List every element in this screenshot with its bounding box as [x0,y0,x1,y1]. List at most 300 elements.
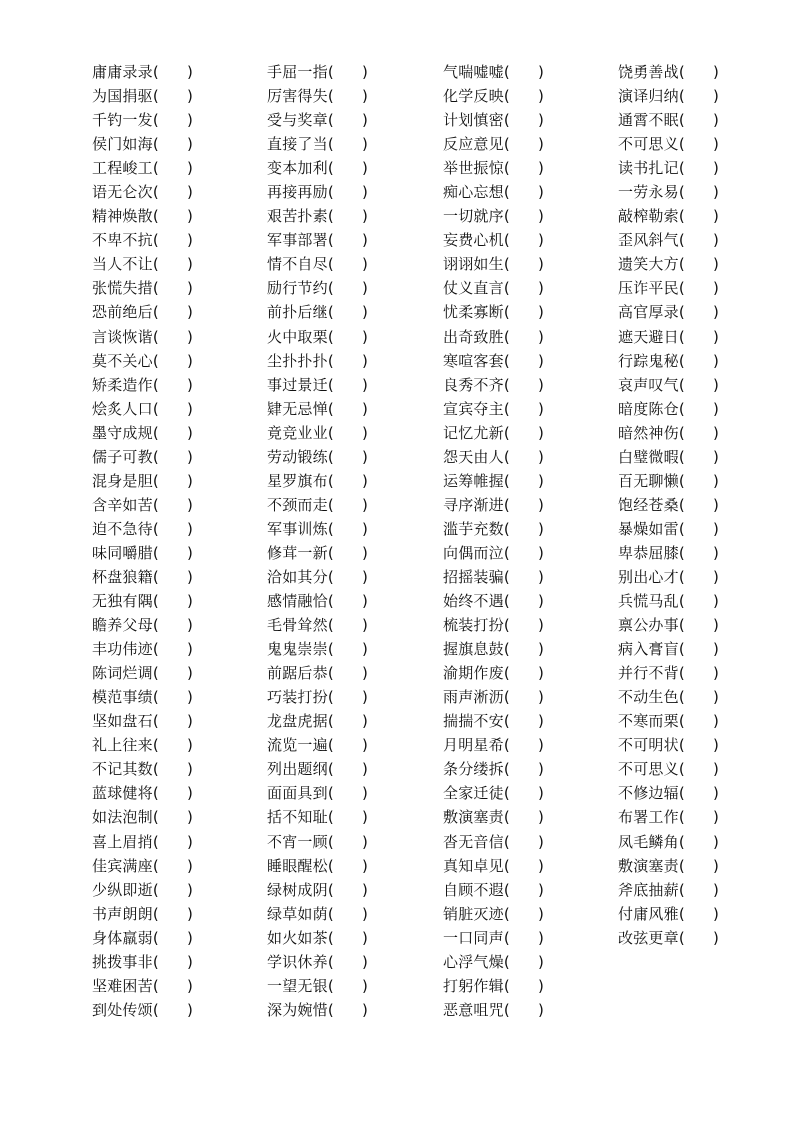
idiom-text: 压诈平民 [618,279,679,298]
idiom-text: 遮天避日 [618,327,679,346]
idiom-row [92,709,252,733]
answer-blank[interactable] [679,397,719,421]
answer-blank[interactable] [328,204,368,228]
answer-blank[interactable] [679,541,719,565]
idiom-row [618,300,778,324]
answer-blank[interactable] [679,565,719,589]
answer-blank[interactable] [328,902,368,926]
idiom-row [618,637,778,661]
answer-blank[interactable] [679,589,719,613]
idiom-text: 真知卓见 [443,856,504,875]
answer-blank[interactable] [153,854,193,878]
idiom-text: 暗然神伤 [618,423,679,442]
answer-blank[interactable] [153,685,193,709]
idiom-text: 白璧微暇 [618,447,679,466]
answer-blank[interactable] [504,252,544,276]
idiom-text: 不颈而走 [267,495,328,514]
answer-blank[interactable] [328,661,368,685]
idiom-text: 书声朗朗 [92,904,153,923]
idiom-row [92,878,252,902]
answer-blank[interactable] [679,228,719,252]
answer-blank[interactable] [153,469,193,493]
answer-blank[interactable] [153,397,193,421]
answer-blank[interactable] [679,757,719,781]
answer-blank[interactable] [328,132,368,156]
answer-blank[interactable] [679,252,719,276]
idiom-row [267,805,427,829]
idiom-row [92,902,252,926]
idiom-row [92,541,252,565]
idiom-row [92,685,252,709]
answer-blank[interactable] [328,685,368,709]
answer-blank[interactable] [504,878,544,902]
idiom-text: 全家迁徒 [443,784,504,803]
idiom-row [92,180,252,204]
answer-blank[interactable] [504,854,544,878]
answer-blank[interactable] [153,709,193,733]
idiom-row [267,902,427,926]
answer-blank[interactable] [504,493,544,517]
answer-blank[interactable] [153,613,193,637]
idiom-row [443,637,603,661]
answer-blank[interactable] [328,974,368,998]
answer-blank[interactable] [504,565,544,589]
answer-blank[interactable] [328,589,368,613]
idiom-row [267,878,427,902]
idiom-text: 招摇装骗 [443,567,504,586]
answer-blank[interactable] [328,613,368,637]
answer-blank[interactable] [328,781,368,805]
idiom-row [92,757,252,781]
idiom-row [267,469,427,493]
idiom-row [443,252,603,276]
answer-blank[interactable] [504,276,544,300]
idiom-row [92,950,252,974]
idiom-text: 自顾不遐 [443,880,504,899]
answer-blank[interactable] [153,637,193,661]
idiom-row [618,325,778,349]
answer-blank[interactable] [153,589,193,613]
idiom-text: 一切就序 [443,207,504,226]
idiom-text: 杯盘狼籍 [92,567,153,586]
answer-blank[interactable] [679,854,719,878]
answer-blank[interactable] [328,733,368,757]
idiom-row [267,517,427,541]
answer-blank[interactable] [504,469,544,493]
idiom-row [92,276,252,300]
answer-blank[interactable] [328,60,368,84]
answer-blank[interactable] [679,349,719,373]
idiom-row [267,613,427,637]
answer-blank[interactable] [153,781,193,805]
answer-blank[interactable] [328,926,368,950]
answer-blank[interactable] [328,180,368,204]
answer-blank[interactable] [504,373,544,397]
idiom-text: 饶勇善战 [618,63,679,81]
idiom-row [92,108,252,132]
idiom-text: 事过景迁 [267,375,328,394]
idiom-text: 工程峻工 [92,159,153,178]
answer-blank[interactable] [153,878,193,902]
answer-blank[interactable] [504,300,544,324]
answer-blank[interactable] [328,637,368,661]
answer-blank[interactable] [679,108,719,132]
answer-blank[interactable] [679,805,719,829]
answer-blank[interactable] [153,445,193,469]
idiom-text: 挑拨事非 [92,952,153,971]
answer-blank[interactable] [504,325,544,349]
answer-blank[interactable] [328,397,368,421]
answer-blank[interactable] [328,445,368,469]
answer-blank[interactable] [153,349,193,373]
answer-blank[interactable] [153,805,193,829]
answer-blank[interactable] [679,926,719,950]
answer-blank[interactable] [328,854,368,878]
idiom-row [443,325,603,349]
answer-blank[interactable] [504,998,544,1022]
idiom-row [92,926,252,950]
answer-blank[interactable] [679,84,719,108]
answer-blank[interactable] [679,421,719,445]
answer-blank[interactable] [153,517,193,541]
idiom-text: 痴心忘想 [443,183,504,202]
answer-blank[interactable] [504,84,544,108]
idiom-text: 雨声淅沥 [443,688,504,707]
idiom-row [443,565,603,589]
answer-blank[interactable] [679,517,719,541]
idiom-row [267,132,427,156]
answer-blank[interactable] [328,108,368,132]
idiom-text: 卑恭屈膝 [618,543,679,562]
idiom-text: 前踞后恭 [267,664,328,683]
answer-blank[interactable] [504,613,544,637]
idiom-text: 军事训炼 [267,519,328,538]
answer-blank[interactable] [328,300,368,324]
answer-blank[interactable] [153,132,193,156]
idiom-row [267,373,427,397]
idiom-row [443,180,603,204]
idiom-row [92,805,252,829]
idiom-row [443,926,603,950]
answer-blank[interactable] [504,589,544,613]
answer-blank[interactable] [679,637,719,661]
answer-blank[interactable] [504,781,544,805]
answer-blank[interactable] [328,541,368,565]
answer-blank[interactable] [504,517,544,541]
answer-blank[interactable] [679,493,719,517]
answer-blank[interactable] [679,60,719,84]
answer-blank[interactable] [153,902,193,926]
idiom-row [267,998,427,1022]
idiom-text: 凤毛鳞角 [618,832,679,851]
idiom-text: 仗义直言 [443,279,504,298]
answer-blank[interactable] [504,733,544,757]
answer-blank[interactable] [153,830,193,854]
idiom-row [443,998,603,1022]
answer-blank[interactable] [153,421,193,445]
idiom-row [443,469,603,493]
answer-blank[interactable] [679,830,719,854]
idiom-text: 庸庸录录 [92,63,153,81]
idiom-row [443,781,603,805]
answer-blank[interactable] [153,541,193,565]
answer-blank[interactable] [328,517,368,541]
idiom-text: 怨天由人 [443,447,504,466]
idiom-text: 不卑不抗 [92,231,153,250]
idiom-text: 禀公办事 [618,616,679,635]
idiom-row [92,204,252,228]
answer-blank[interactable] [504,926,544,950]
answer-blank[interactable] [328,709,368,733]
idiom-row [267,757,427,781]
answer-blank[interactable] [504,830,544,854]
answer-blank[interactable] [679,325,719,349]
answer-blank[interactable] [153,974,193,998]
idiom-row [92,733,252,757]
answer-blank[interactable] [504,661,544,685]
idiom-text: 千钓一发 [92,111,153,130]
answer-blank[interactable] [504,180,544,204]
answer-blank[interactable] [679,781,719,805]
idiom-text: 恶意咀咒 [443,1000,504,1019]
idiom-text: 当人不让 [92,255,153,274]
idiom-row [267,445,427,469]
answer-blank[interactable] [153,373,193,397]
idiom-row [443,974,603,998]
answer-blank[interactable] [153,733,193,757]
answer-blank[interactable] [504,349,544,373]
idiom-text: 手屈一指 [267,63,328,81]
idiom-text: 莫不关心 [92,351,153,370]
answer-blank[interactable] [504,228,544,252]
answer-blank[interactable] [679,709,719,733]
answer-blank[interactable] [679,156,719,180]
answer-blank[interactable] [504,445,544,469]
answer-blank[interactable] [328,830,368,854]
answer-blank[interactable] [328,805,368,829]
answer-blank[interactable] [679,180,719,204]
answer-blank[interactable] [328,349,368,373]
answer-blank[interactable] [328,421,368,445]
answer-blank[interactable] [504,156,544,180]
answer-blank[interactable] [504,685,544,709]
answer-blank[interactable] [504,108,544,132]
idiom-text: 读书扎记 [618,159,679,178]
idiom-row [92,445,252,469]
idiom-row [618,589,778,613]
idiom-row [443,733,603,757]
idiom-row [92,397,252,421]
idiom-text: 滥芋充数 [443,519,504,538]
answer-blank[interactable] [153,950,193,974]
idiom-row [267,204,427,228]
answer-blank[interactable] [153,565,193,589]
idiom-text: 一望无银 [267,976,328,995]
idiom-text: 火中取栗 [267,327,328,346]
answer-blank[interactable] [504,421,544,445]
answer-blank[interactable] [153,661,193,685]
idiom-row [443,709,603,733]
answer-blank[interactable] [328,493,368,517]
idiom-row [443,300,603,324]
answer-blank[interactable] [328,565,368,589]
answer-blank[interactable] [328,950,368,974]
idiom-text: 为国捐驱 [92,87,153,106]
idiom-text: 坚难困苦 [92,976,153,995]
answer-blank[interactable] [328,998,368,1022]
answer-blank[interactable] [153,228,193,252]
idiom-text: 语无仑次 [92,183,153,202]
idiom-row [267,60,427,84]
idiom-row [92,469,252,493]
idiom-row [618,108,778,132]
idiom-row [443,60,603,84]
idiom-row [267,637,427,661]
answer-blank[interactable] [679,661,719,685]
answer-blank[interactable] [679,373,719,397]
answer-blank[interactable] [153,204,193,228]
answer-blank[interactable] [153,180,193,204]
answer-blank[interactable] [679,300,719,324]
idiom-row [267,252,427,276]
idiom-text: 龙盘虎据 [267,712,328,731]
idiom-row [618,830,778,854]
answer-blank[interactable] [679,469,719,493]
idiom-text: 握旗息鼓 [443,640,504,659]
idiom-row [92,493,252,517]
idiom-text: 寻序渐进 [443,495,504,514]
idiom-text: 情不自尽 [267,255,328,274]
answer-blank[interactable] [504,397,544,421]
idiom-row [92,156,252,180]
idiom-row [443,373,603,397]
idiom-text: 忧柔寡断 [443,303,504,322]
idiom-row [618,565,778,589]
idiom-row [618,180,778,204]
answer-blank[interactable] [504,974,544,998]
answer-blank[interactable] [504,204,544,228]
idiom-text: 张慌失措 [92,279,153,298]
idiom-row [618,757,778,781]
idiom-text: 精神焕散 [92,207,153,226]
answer-blank[interactable] [679,733,719,757]
answer-blank[interactable] [328,469,368,493]
answer-blank[interactable] [504,902,544,926]
answer-blank[interactable] [504,950,544,974]
idiom-row [443,805,603,829]
answer-blank[interactable] [328,878,368,902]
answer-blank[interactable] [153,252,193,276]
answer-blank[interactable] [153,325,193,349]
idiom-text: 心浮气燥 [443,952,504,971]
answer-blank[interactable] [679,902,719,926]
answer-blank[interactable] [679,613,719,637]
idiom-text: 不宵一顾 [267,832,328,851]
answer-blank[interactable] [153,84,193,108]
idiom-text: 通霄不眠 [618,111,679,130]
idiom-row [443,397,603,421]
answer-blank[interactable] [504,709,544,733]
idiom-text: 模范事绩 [92,688,153,707]
idiom-text: 寒喧客套 [443,351,504,370]
idiom-text: 敲榨勒索 [618,207,679,226]
answer-blank[interactable] [153,493,193,517]
answer-blank[interactable] [153,276,193,300]
idiom-row [618,878,778,902]
answer-blank[interactable] [328,373,368,397]
idiom-text: 侯门如海 [92,135,153,154]
idiom-text: 打躬作辑 [443,976,504,995]
idiom-text: 再接再励 [267,183,328,202]
idiom-text: 励行节约 [267,279,328,298]
answer-blank[interactable] [153,757,193,781]
idiom-text: 记忆尤新 [443,423,504,442]
idiom-row [443,878,603,902]
idiom-text: 括不知耻 [267,808,328,827]
idiom-text: 面面具到 [267,784,328,803]
answer-blank[interactable] [504,805,544,829]
idiom-text: 病入膏盲 [618,640,679,659]
idiom-row [267,325,427,349]
idiom-row [618,926,778,950]
idiom-text: 儒子可教 [92,447,153,466]
answer-blank[interactable] [328,252,368,276]
answer-blank[interactable] [504,541,544,565]
answer-blank[interactable] [504,637,544,661]
answer-blank[interactable] [679,878,719,902]
idiom-text: 墨守成规 [92,423,153,442]
answer-blank[interactable] [328,757,368,781]
idiom-row [92,300,252,324]
answer-blank[interactable] [679,276,719,300]
answer-blank[interactable] [679,445,719,469]
idiom-text: 宣宾夺主 [443,399,504,418]
answer-blank[interactable] [328,276,368,300]
answer-blank[interactable] [679,132,719,156]
idiom-row [443,84,603,108]
idiom-text: 艰苦扑素 [267,207,328,226]
answer-blank[interactable] [328,156,368,180]
answer-blank[interactable] [153,156,193,180]
answer-blank[interactable] [679,685,719,709]
idiom-text: 行踪鬼秘 [618,351,679,370]
idiom-row [267,349,427,373]
answer-blank[interactable] [328,325,368,349]
idiom-text: 矫柔造作 [92,375,153,394]
answer-blank[interactable] [153,300,193,324]
idiom-row [443,854,603,878]
answer-blank[interactable] [153,926,193,950]
idiom-text: 尘扑扑扑 [267,351,328,370]
answer-blank[interactable] [504,757,544,781]
idiom-row [618,805,778,829]
idiom-row [618,469,778,493]
answer-blank[interactable] [504,60,544,84]
answer-blank[interactable] [504,132,544,156]
answer-blank[interactable] [328,84,368,108]
idiom-column-2 [267,60,427,1022]
idiom-text: 不可明状 [618,736,679,755]
idiom-row [443,204,603,228]
idiom-text: 斧底抽薪 [618,880,679,899]
idiom-row [443,156,603,180]
answer-blank[interactable] [679,204,719,228]
answer-blank[interactable] [153,998,193,1022]
answer-blank[interactable] [153,60,193,84]
answer-blank[interactable] [328,228,368,252]
idiom-text: 少纵即逝 [92,880,153,899]
answer-blank[interactable] [153,108,193,132]
